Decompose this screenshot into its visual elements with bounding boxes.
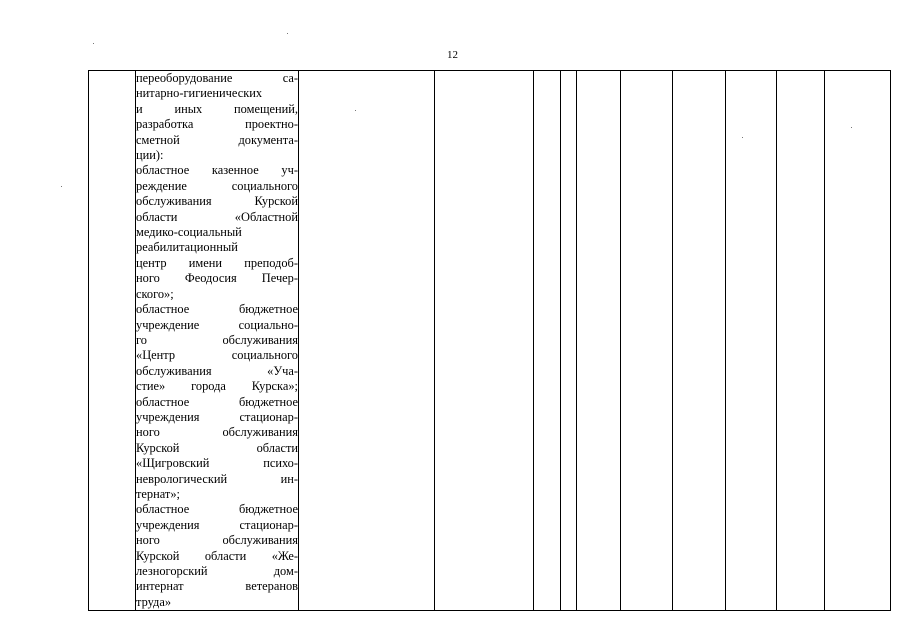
scan-speck <box>61 186 62 187</box>
description-line: и иных помещений, <box>136 101 298 116</box>
description-line: реждение социального <box>136 178 298 193</box>
description-line: «Щигровский психо- <box>136 456 298 471</box>
description-line: сметной документа- <box>136 132 298 147</box>
description-line: обслуживания Курской <box>136 194 298 209</box>
description-line: реабилитационный <box>136 240 238 255</box>
description-line: Курской области <box>136 440 298 455</box>
description-line: разработка проектно- <box>136 117 298 132</box>
description-line: «Центр социального <box>136 348 298 363</box>
description-line: области «Областной <box>136 209 298 224</box>
empty-cell <box>621 71 673 611</box>
empty-cell <box>726 71 777 611</box>
description-line: неврологический ин- <box>136 471 298 486</box>
empty-cell <box>534 71 561 611</box>
description-line: обслуживания «Уча- <box>136 363 298 378</box>
empty-cell <box>825 71 891 611</box>
description-line: учреждение социально- <box>136 317 298 332</box>
description-line: Курской области «Же- <box>136 548 298 563</box>
description-line: центр имени преподоб- <box>136 255 298 270</box>
description-line: тернат»; <box>136 486 180 501</box>
description-line: труда» <box>136 594 172 609</box>
description-line: медико-социальный <box>136 225 242 240</box>
empty-cell <box>577 71 621 611</box>
description-text <box>136 71 298 610</box>
document-table <box>88 70 891 611</box>
description-line: ского»; <box>136 286 174 301</box>
description-line: лезногорский дом- <box>136 564 298 578</box>
empty-cell <box>777 71 825 611</box>
scan-speck <box>287 33 288 34</box>
empty-cell <box>561 71 577 611</box>
description-line: областное бюджетное <box>136 302 298 317</box>
description-line: ции): <box>136 148 164 163</box>
scan-speck <box>355 110 356 111</box>
description-line: ного обслуживания <box>136 425 298 440</box>
description-line: областное бюджетное <box>136 502 298 517</box>
description-line: стие» города Курска»; <box>136 379 298 394</box>
empty-cell <box>673 71 726 611</box>
description-cell <box>136 71 299 611</box>
description-line: областное бюджетное <box>136 394 298 409</box>
empty-cell <box>435 71 534 611</box>
number-cell <box>89 71 136 611</box>
description-line: ного Феодосия Печер- <box>136 271 298 286</box>
table-row <box>89 71 891 611</box>
description-line: учреждения стационар- <box>136 517 298 532</box>
scan-speck <box>742 137 743 138</box>
description-line: го обслуживания <box>136 332 298 347</box>
scan-speck <box>93 43 94 44</box>
description-line: областное казенное уч- <box>136 163 298 178</box>
page-number: 12 <box>447 49 458 61</box>
description-line: нитарно-гигиенических <box>136 86 263 101</box>
description-line: переоборудование са- <box>136 71 298 85</box>
description-line: интернат ветеранов <box>136 579 298 594</box>
description-line: ного обслуживания <box>136 533 298 548</box>
scan-speck <box>851 127 852 128</box>
empty-cell <box>299 71 435 611</box>
description-line: учреждения стационар- <box>136 409 298 424</box>
